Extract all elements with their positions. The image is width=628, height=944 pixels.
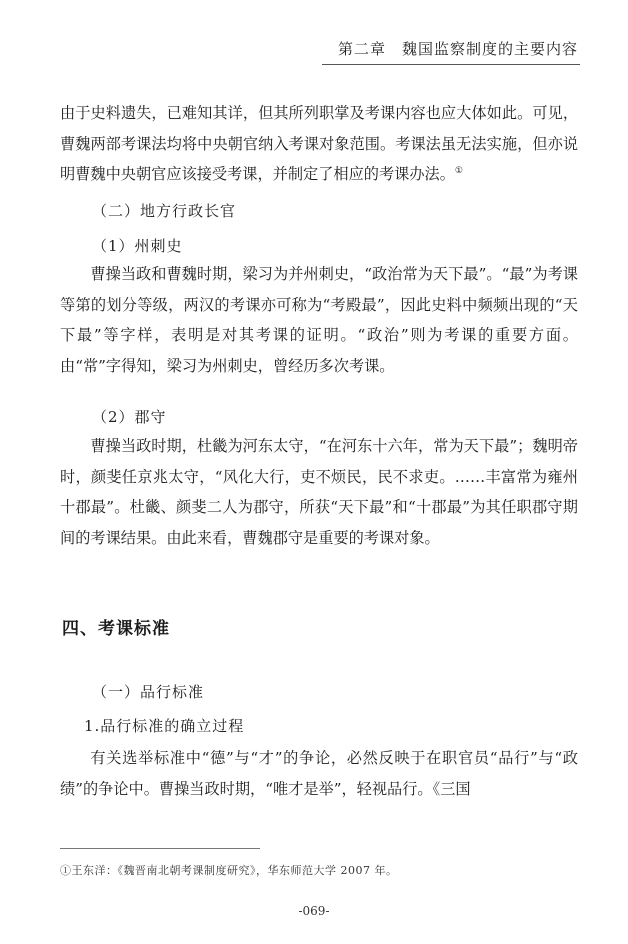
header-rule bbox=[322, 64, 580, 65]
paragraph-3-block bbox=[60, 431, 578, 553]
paragraph-1-text: 由于史料遗失，已难知其详，但其所列职掌及考课内容也应大体如此。可见，曹魏两部考课法均将中央朝官纳入考课对象范围。考课法虽无法实施，但亦说明曹魏中央朝官应该接受考课，并制定了相应的考课办法。 bbox=[60, 104, 578, 183]
footnote-reference: ① bbox=[454, 165, 463, 176]
heading-pinxing-standard: （一）品行标准 bbox=[92, 683, 205, 701]
paragraph-4: 有关选举标准中“德”与“才”的争论，必然反映于在职官员“品行”与“政绩”的争论中。曹操当政时期，“唯才是举”，轻视品行。《三国 bbox=[60, 749, 578, 798]
heading-local-officials: （二）地方行政长官 bbox=[92, 202, 237, 220]
heading-junshou: （2）郡守 bbox=[92, 408, 167, 426]
paragraph-4-block bbox=[60, 743, 578, 804]
footnote-rule bbox=[60, 848, 260, 849]
heading-zhou-cishi: （1）州刺史 bbox=[92, 237, 183, 255]
paragraph-3: 曹操当政时期，杜畿为河东太守，“在河东十六年，常为天下最”；魏明帝时，颜斐任京兆太守，“风化大行，吏不烦民，民不求吏。……丰富常为雍州十郡最”。杜畿、颜斐二人为郡守，所获“天下最”和“十郡最”为其任职郡守期间的考课结果。由此来看，曹魏郡守是重要的考课对象。 bbox=[60, 437, 578, 547]
paragraph-1-block bbox=[60, 98, 578, 190]
page-number: -069- bbox=[298, 904, 330, 918]
paragraph-2-block bbox=[60, 259, 578, 381]
running-header: 第二章 魏国监察制度的主要内容 bbox=[337, 40, 578, 58]
section-heading-4: 四、考课标准 bbox=[62, 619, 170, 639]
paragraph-2: 曹操当政和曹魏时期，梁习为并州刺史，“政治常为天下最”。“最”为考课等第的划分等级，两汉的考课亦可称为“考殿最”，因此史料中频频出现的“天下最”等字样，表明是对其考课的证明。“政治”则为考课的重要方面。由“常”字得知，梁习为州刺史，曾经历多次考课。 bbox=[60, 265, 578, 375]
heading-establishment-process: 1.品行标准的确立过程 bbox=[84, 717, 245, 735]
footnote: ①王东洋：《魏晋南北朝考课制度研究》，华东师范大学 2007 年。 bbox=[60, 864, 398, 877]
paragraph-1 bbox=[60, 98, 578, 190]
